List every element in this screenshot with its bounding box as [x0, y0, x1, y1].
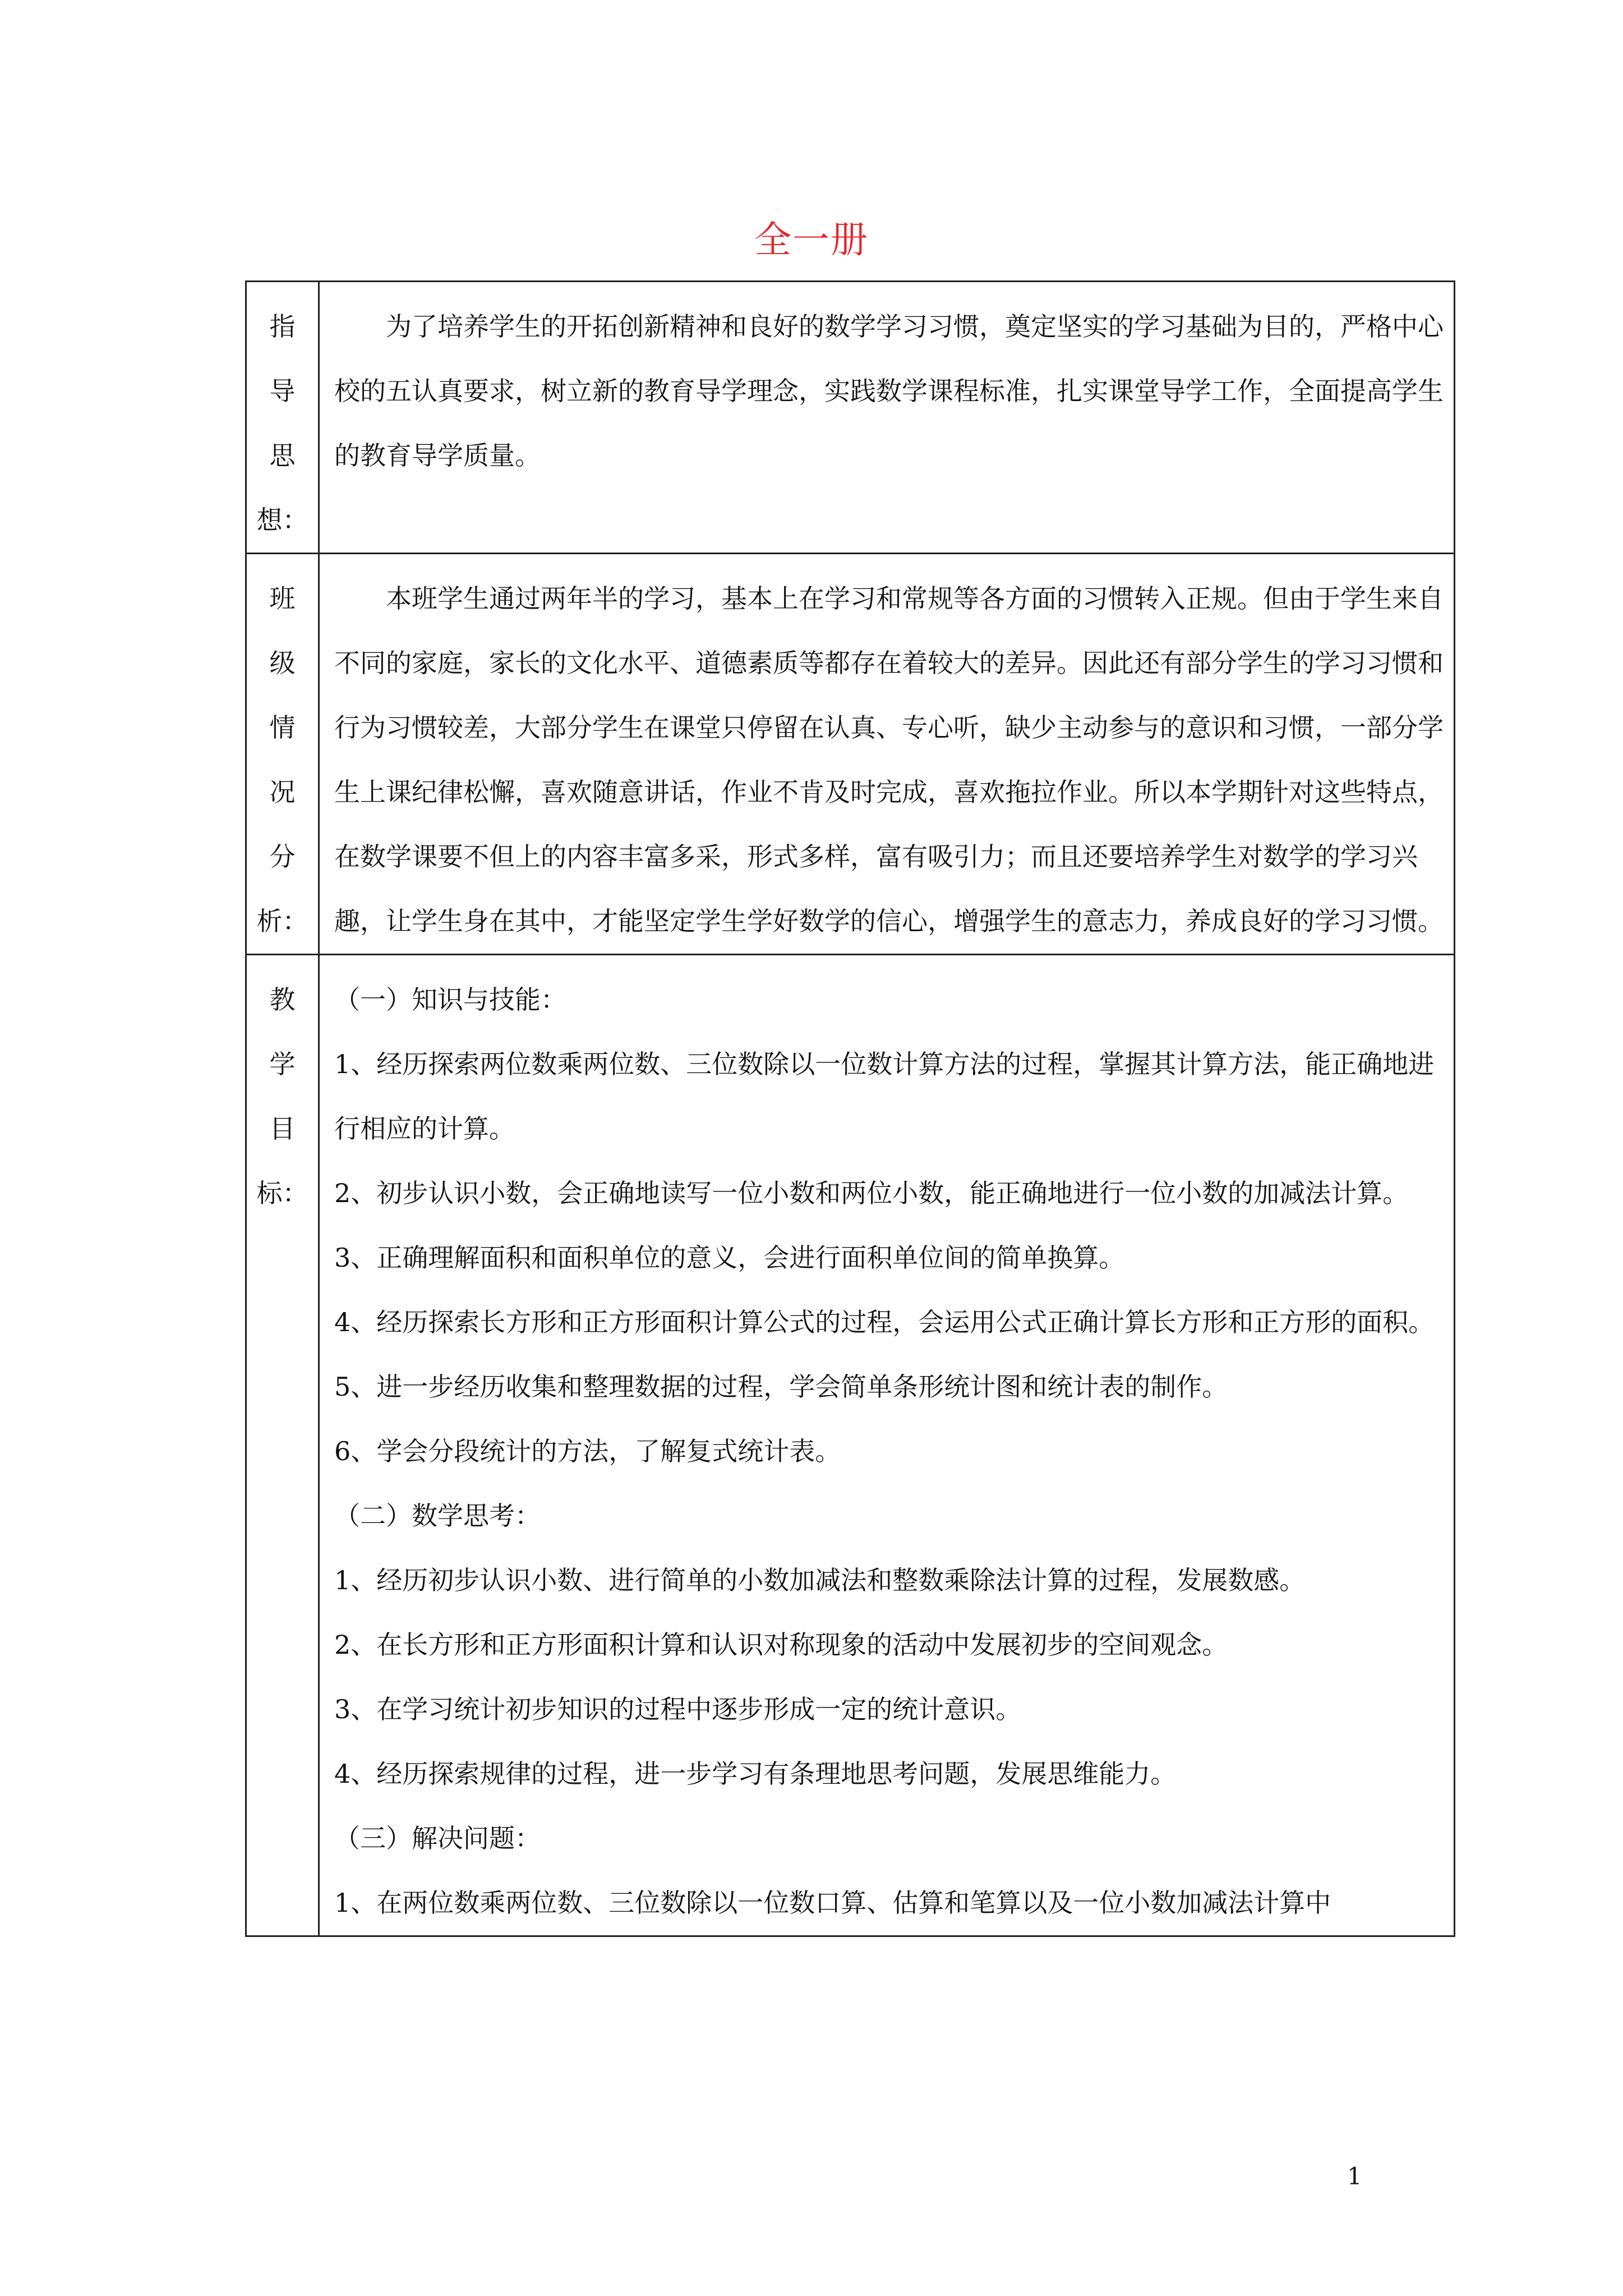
goal-item: 5、进一步经历收集和整理数据的过程，学会简单条形统计图和统计表的制作。	[334, 1372, 1228, 1402]
goal-item: 2、在长方形和正方形面积计算和认识对称现象的活动中发展初步的空间观念。	[334, 1630, 1228, 1660]
goal-item: 1、在两位数乘两位数、三位数除以一位数口算、估算和笔算以及一位小数加减法计算中	[334, 1888, 1331, 1918]
label-char: 指	[269, 311, 296, 342]
label-char: 想：	[256, 505, 308, 535]
paragraph: 为了培养学生的开拓创新精神和良好的数学学习习惯，奠定坚实的学习基础为目的，严格中心校的五认真要求，树立新的教育导学理念，实践数学课程标准，扎实课堂导学工作，全面提高学生的教育导学质量。	[334, 311, 1444, 471]
class-analysis-label	[247, 554, 318, 954]
label-char: 况	[269, 777, 296, 807]
teaching-goals-label-cell	[246, 955, 319, 1936]
label-char: 分	[269, 841, 296, 872]
teaching-goals-content	[320, 955, 1454, 1935]
guiding-ideology-content	[320, 282, 1454, 488]
goal-item: 1、经历探索两位数乘两位数、三位数除以一位数计算方法的过程，掌握其计算方法，能正确地进行相应的计算。	[334, 1049, 1435, 1144]
teaching-goals-label	[247, 955, 318, 1226]
teaching-goals-content-cell	[319, 955, 1455, 1936]
label-char: 学	[269, 1049, 296, 1079]
paragraph: 本班学生通过两年半的学习，基本上在学习和常规等各方面的习惯转入正规。但由于学生来自不同的家庭，家长的文化水平、道德素质等都存在着较大的差异。因此还有部分学生的学习习惯和行为习惯较差，大部分学生在课堂只停留在认真、专心听，缺少主动参与的意识和习惯，一部分学生上课纪律松懈，喜欢随意讲话，作业不肯及时完成，喜欢拖拉作业。所以本学期针对这些特点，在数学课要不但上的内容丰富多采，形式多样，富有吸引力；而且还要培养学生对数学的学习兴趣，让学生身在其中，才能坚定学生学好数学的信心，增强学生的意志力，养成良好的学习习惯。	[334, 583, 1444, 936]
label-char: 标：	[256, 1178, 308, 1208]
label-char: 情	[269, 712, 296, 743]
section-heading: （三）解决问题：	[334, 1823, 541, 1853]
goal-item: 4、经历探索长方形和正方形面积计算公式的过程，会运用公式正确计算长方形和正方形的面积。	[334, 1307, 1435, 1337]
guiding-ideology-content-cell	[319, 282, 1455, 554]
teaching-plan-table	[245, 280, 1455, 1937]
section-heading: （一）知识与技能：	[334, 984, 566, 1015]
label-char: 导	[269, 376, 296, 406]
page-number: 1	[1347, 2162, 1362, 2190]
label-char: 析：	[256, 906, 308, 936]
label-char: 目	[269, 1114, 296, 1144]
table-row	[246, 955, 1455, 1936]
goal-item: 6、学会分段统计的方法，了解复式统计表。	[334, 1436, 841, 1466]
table-row	[246, 554, 1455, 955]
goal-item: 3、在学习统计初步知识的过程中逐步形成一定的统计意识。	[334, 1694, 1022, 1724]
class-analysis-label-cell	[246, 554, 319, 955]
guiding-ideology-label	[247, 282, 318, 553]
guiding-ideology-label-cell	[246, 282, 319, 554]
class-analysis-content	[320, 554, 1454, 954]
class-analysis-content-cell	[319, 554, 1455, 955]
table-row	[246, 282, 1455, 554]
goal-item: 2、初步认识小数，会正确地读写一位小数和两位小数，能正确地进行一位小数的加减法计算。	[334, 1178, 1409, 1208]
label-char: 教	[269, 984, 296, 1015]
label-char: 级	[269, 648, 296, 678]
label-char: 班	[269, 583, 296, 614]
goal-item: 4、经历探索规律的过程，进一步学习有条理地思考问题，发展思维能力。	[334, 1759, 1177, 1789]
goal-item: 1、经历初步认识小数、进行简单的小数加减法和整数乘除法计算的过程，发展数感。	[334, 1565, 1306, 1595]
page-title: 全一册	[754, 218, 869, 261]
goal-item: 3、正确理解面积和面积单位的意义，会进行面积单位间的简单换算。	[334, 1243, 1125, 1273]
label-char: 思	[269, 440, 296, 471]
section-heading: （二）数学思考：	[334, 1501, 541, 1531]
